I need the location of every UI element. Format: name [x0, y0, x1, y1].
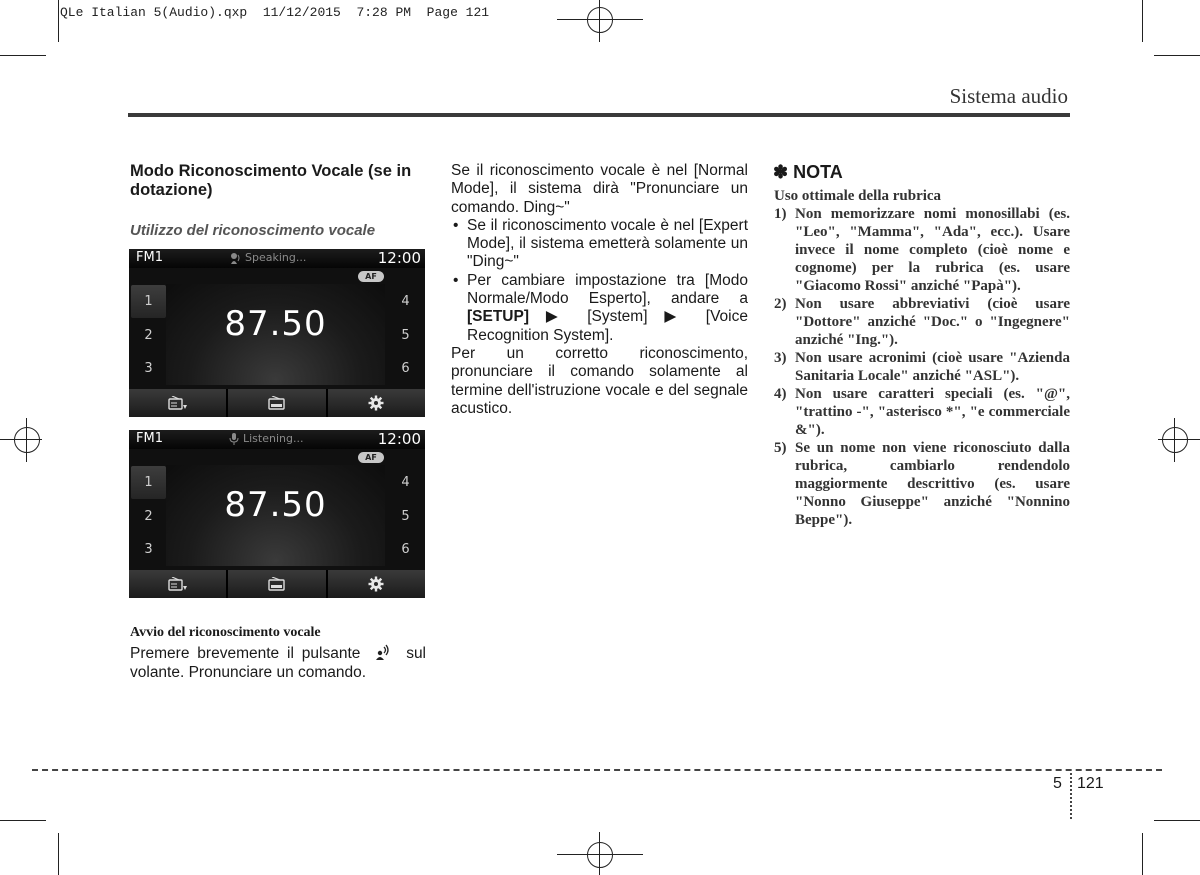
voice-status-text: Listening...: [243, 432, 304, 445]
gear-icon: [368, 576, 384, 592]
setup-label: [SETUP]: [467, 308, 529, 326]
preset-6[interactable]: 6: [401, 361, 410, 376]
note-item: [774, 349, 1070, 385]
middle-column: [451, 162, 748, 418]
note-item: [774, 295, 1070, 349]
radio-list-button[interactable]: [129, 570, 226, 598]
section-heading: Modo Riconoscimento Vocale (se in dotazione): [130, 162, 412, 199]
footer-rule: [32, 769, 1162, 771]
radio-list-button[interactable]: [129, 389, 226, 417]
recognition-tip-paragraph: Per un corretto riconoscimento, pronunciare il comando solamente al termine dell'istruzione vocale e del segnale acustico.: [451, 344, 748, 417]
speaking-icon: [229, 252, 241, 264]
radio-screen-speaking: [129, 249, 425, 417]
avvio-paragraph: [130, 644, 426, 682]
voice-recognition-label: [Voice Recognition System].: [467, 308, 748, 344]
note-item-text: Non usare acronimi (cioè usare "Azienda Sanitaria Locale" anziché "ASL").: [795, 350, 1070, 384]
arrow-glyph: ▶: [545, 308, 571, 326]
clock: 12:00: [377, 430, 421, 448]
note-item-number: 1): [774, 206, 787, 222]
note-item-number: 3): [774, 350, 787, 366]
note-item-text: Non usare caratteri speciali (es. "@", "trattino -", "asterisco *", "e commerciale &").: [795, 386, 1070, 438]
band-label: FM1: [136, 250, 163, 265]
expert-mode-bullet: • Se il riconoscimento vocale è nel [Expert Mode], il sistema emetterà solamente un "Ding~": [451, 217, 748, 272]
normal-mode-paragraph: Se il riconoscimento vocale è nel [Normal Mode], il sistema dirà "Pronunciare un comando. Ding~": [451, 162, 748, 216]
note-item: [774, 439, 1070, 529]
preset-2[interactable]: 2: [144, 328, 153, 343]
voice-status-text: Speaking...: [245, 251, 307, 264]
section-title: Sistema audio: [949, 84, 1068, 108]
preset-6[interactable]: 6: [401, 542, 410, 557]
note-item-text: Non usare abbreviativi (cioè usare "Dottore" anziché "Doc." o "Ingegnere" anziché "Ing.").: [795, 296, 1070, 348]
file-slug: QLe Italian 5(Audio).qxp 11/12/2015 7:28 PM Page 121: [60, 5, 490, 20]
note-item-number: 4): [774, 386, 787, 402]
radio-list-icon: [168, 396, 188, 410]
avvio-heading: Avvio del riconoscimento vocale: [130, 625, 321, 640]
band-label: FM1: [136, 431, 163, 446]
clock: 12:00: [377, 249, 421, 267]
change-mode-bullet: [451, 272, 748, 345]
preset-1[interactable]: 1: [131, 466, 166, 499]
header-rule: [128, 113, 1070, 117]
avvio-text-before: Premere brevemente il pulsante: [130, 645, 361, 662]
auto-store-button[interactable]: [228, 389, 325, 417]
preset-4[interactable]: 4: [401, 475, 410, 490]
radio-screen-listening: [129, 430, 425, 598]
af-button[interactable]: AF: [358, 452, 384, 463]
note-item: [774, 385, 1070, 439]
preset-5[interactable]: 5: [401, 509, 410, 524]
preset-1[interactable]: 1: [131, 285, 166, 318]
settings-button[interactable]: [328, 389, 425, 417]
microphone-icon: [229, 433, 239, 445]
chapter-number: 5: [1053, 775, 1062, 792]
status-bar: [129, 249, 425, 268]
note-body: [774, 187, 1070, 529]
frequency: 87.50: [224, 304, 327, 344]
avvio-text-after: sul volante. Pronunciare un comando.: [130, 645, 427, 681]
gear-icon: [368, 395, 384, 411]
preset-3[interactable]: 3: [144, 361, 153, 376]
preset-2[interactable]: 2: [144, 509, 153, 524]
auto-store-button[interactable]: [228, 570, 325, 598]
frequency-display: [166, 465, 385, 566]
af-button[interactable]: AF: [358, 271, 384, 282]
radio-list-icon: [168, 577, 188, 591]
note-item-text: Se un nome non viene riconosciuto dalla rubrica, cambiarlo rendendolo maggiormente descrittivo (es. usare "Nonno Giuseppe" anziché "Nonnino Beppe").: [795, 440, 1070, 528]
note-item-number: 2): [774, 296, 787, 312]
change-mode-text: Per cambiare impostazione tra [Modo Normale/Modo Esperto], andare a: [467, 271, 748, 308]
note-item: [774, 205, 1070, 295]
note-item-text: Non memorizzare nomi monosillabi (es. "Leo", "Mamma", "Ada", ecc.). Usare invece il nome completo (cioè nome e cognome) per la rubrica (es. usare "Giacomo Rossi" anziché "Papà").: [795, 206, 1070, 294]
status-bar: [129, 430, 425, 449]
section-subheading: Utilizzo del riconoscimento vocale: [130, 222, 376, 239]
system-label: [System]: [587, 308, 648, 326]
voice-status: [229, 432, 303, 445]
note-list: [774, 205, 1070, 529]
radio-auto-icon: [268, 577, 286, 591]
page-number-divider: [1070, 773, 1072, 819]
page-number: 121: [1077, 775, 1104, 792]
radio-auto-icon: [268, 396, 286, 410]
arrow-glyph: ▶: [664, 308, 689, 326]
note-title: ✽ NOTA: [773, 162, 843, 182]
frequency: 87.50: [224, 485, 327, 525]
note-item-number: 5): [774, 440, 787, 456]
settings-button[interactable]: [328, 570, 425, 598]
bottom-button-bar: [129, 389, 425, 417]
voice-status: [229, 251, 306, 264]
frequency-display: [166, 284, 385, 385]
voice-button-icon: [374, 644, 392, 660]
bottom-button-bar: [129, 570, 425, 598]
preset-4[interactable]: 4: [401, 294, 410, 309]
note-subtitle: Uso ottimale della rubrica: [774, 188, 942, 204]
preset-5[interactable]: 5: [401, 328, 410, 343]
preset-3[interactable]: 3: [144, 542, 153, 557]
